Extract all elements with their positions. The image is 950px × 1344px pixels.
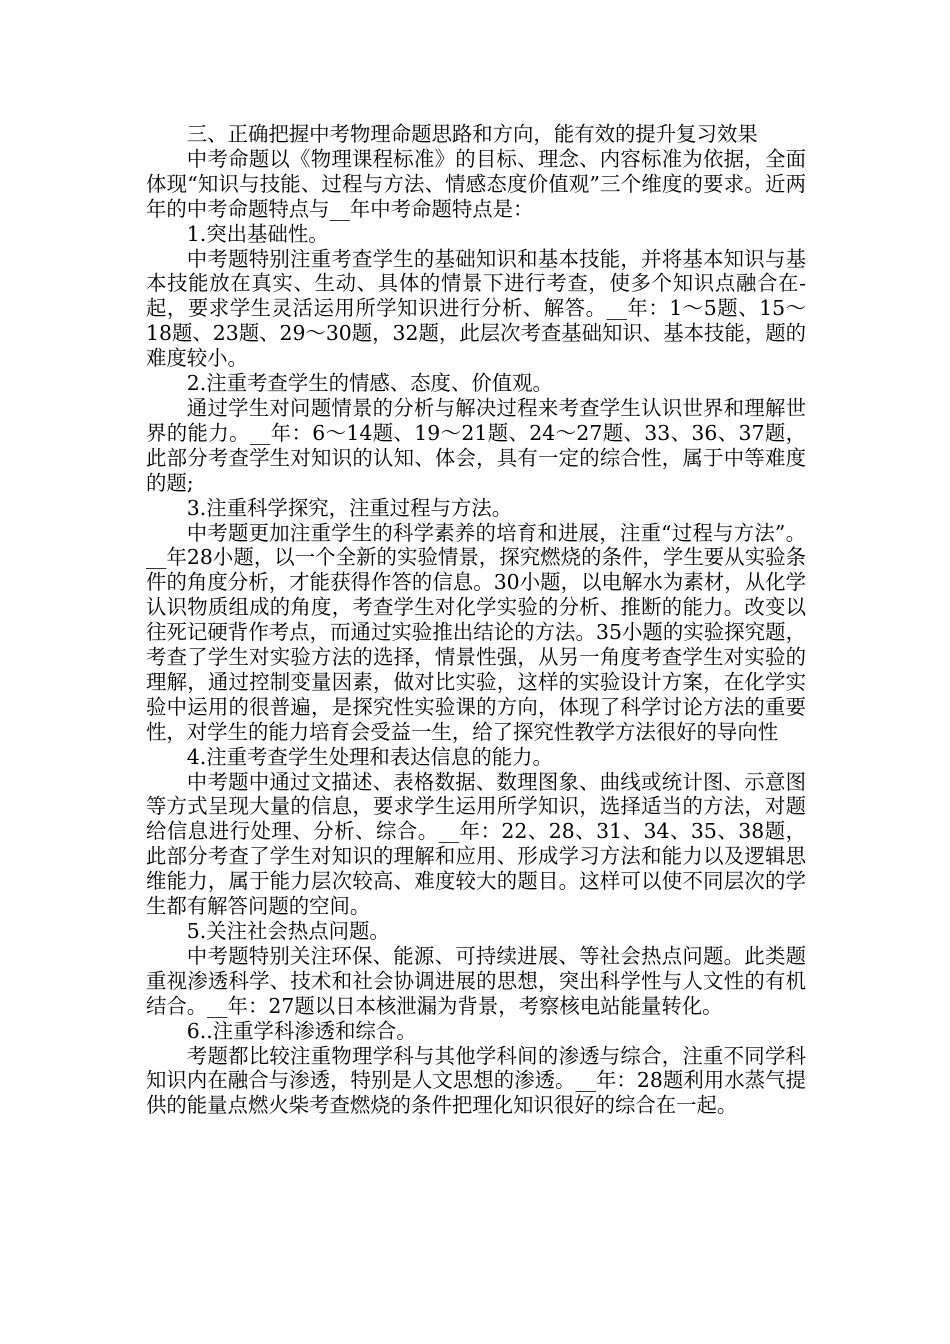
point-5-heading: 5.关注社会热点问题。 (186, 919, 390, 943)
point-4-body: 中考题中通过文描述、表格数据、数理图象、曲线或统计图、示意图等方式呈现大量的信息，要求学生运用所学知识，选择适当的方法，对题给信息进行处理、分析、综合。__年：22、28、31、34、35、38题，此部分考查了学生对知识的理解和应用、形成学习方法和能力以及逻辑思维能力，属于能力层次较高、难度较大的题目。这样可以使不同层次的学生都有解答问题的空间。 (146, 769, 806, 919)
point-6-body: 考题都比较注重物理学科与其他学科间的渗透与综合，注重不同学科知识内在融合与渗透，特别是人文思想的渗透。__年：28题利用水蒸气提供的能量点燃火柴考查燃烧的条件把理化知识很好的综合在一起。 (146, 1043, 806, 1118)
point-5-body: 中考题特别关注环保、能源、可持续进展、等社会热点问题。此类题重视渗透科学、技术和社会协调进展的思想，突出科学性与人文性的有机结合。__年：27题以日本核泄漏为背景，考察核电站能量转化。 (146, 943, 806, 1018)
point-4-heading: 4.注重考查学生处理和表达信息的能力。 (186, 744, 553, 769)
section-heading: 三、正确把握中考物理命题思路和方向，能有效的提升复习效果 (186, 122, 758, 146)
point-1-heading: 1.突出基础性。 (186, 221, 329, 246)
intro-paragraph: 中考命题以《物理课程标准》的目标、理念、内容标准为依据，全面体现“知识与技能、过程与方法、情感态度价值观”三个维度的要求。近两年的中考命题特点与__年中考命题特点是： (146, 146, 806, 221)
point-3-body: 中考题更加注重学生的科学素养的培育和进展，注重“过程与方法”。__年28小题，以一个全新的实验情景，探究燃烧的条件，学生要从实验条件的角度分析，才能获得作答的信息。30小题，以电解水为素材，从化学认识物质组成的角度，考查学生对化学实验的分析、推断的能力。改变以往死记硬背作考点，而通过实验推出结论的方法。35小题的实验探究题，考查了学生对实验方法的选择，情景性强，从另一角度考查学生对实验的理解，通过控制变量因素，做对比实验，这样的实验设计方案，在化学实验中运用的很普遍，是探究性实验课的方向，体现了科学讨论方法的重要性，对学生的能力培育会受益一生，给了探究性教学方法很好的导向性 (146, 520, 806, 744)
document-body (146, 122, 806, 1118)
point-3-heading: 3.注重科学探究，注重过程与方法。 (186, 495, 513, 520)
point-2-heading: 2.注重考查学生的情感、态度、价值观。 (186, 371, 553, 396)
point-6-heading: 6..注重学科渗透和综合。 (186, 1018, 417, 1043)
point-1-body: 中考题特别注重考查学生的基础知识和基本技能，并将基本知识与基本技能放在真实、生动、具体的情景下进行考查，使多个知识点融合在-起，要求学生灵活运用所学知识进行分析、解答。__年：1～5题、15～18题、23题、29～30题，32题，此层次考查基础知识、基本技能，题的难度较小。 (146, 246, 806, 371)
point-2-body: 通过学生对问题情景的分析与解决过程来考查学生认识世界和理解世界的能力。__年：6～14题、19～21题、24～27题、33、36、37题，此部分考查学生对知识的认知、体会，具有一定的综合性，属于中等难度的题; (146, 395, 806, 495)
